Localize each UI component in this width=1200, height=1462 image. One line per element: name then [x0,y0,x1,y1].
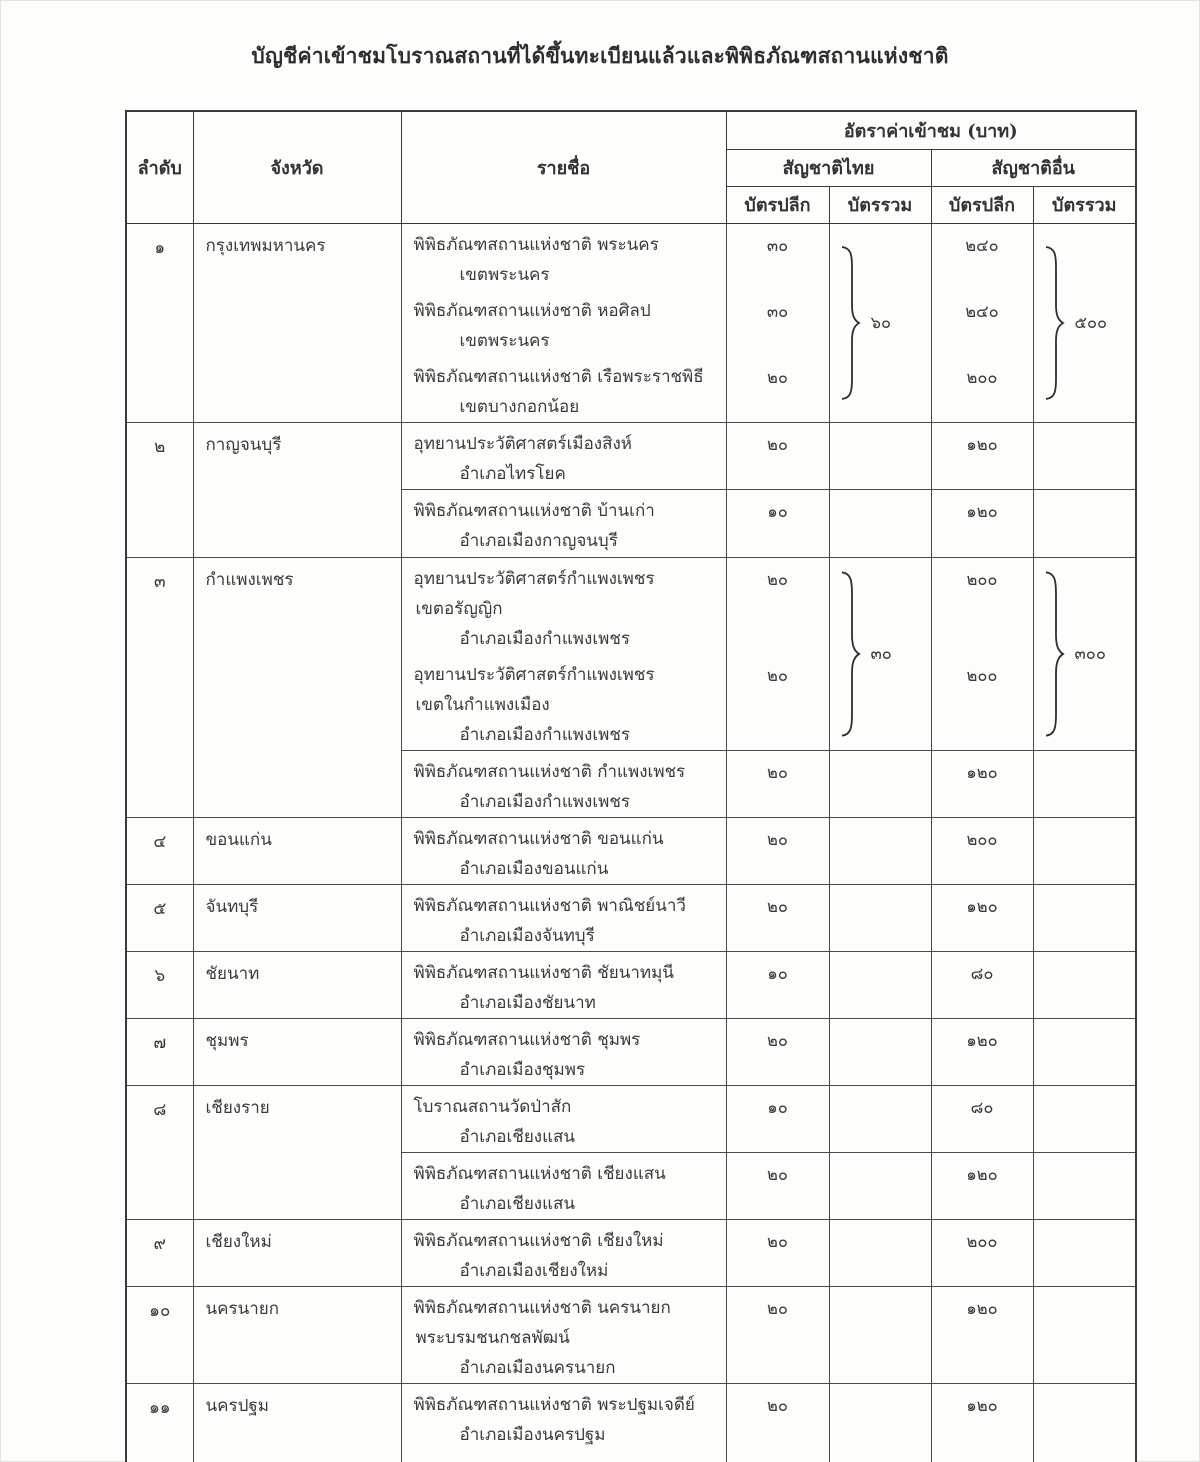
fee-other-combined-empty [1033,817,1136,884]
col-header-other-nationality: สัญชาติอื่น [931,149,1136,186]
col-header-name: รายชื่อ [401,111,726,223]
site-name: พิพิธภัณฑสถานแห่งชาติ พาณิชย์นาวี [413,895,686,916]
province-name: ชัยนาท [193,951,401,1018]
fee-thai-combined-empty [829,489,931,557]
fee-other-combined-value: ๕๐๐ [1074,312,1108,332]
brace-icon [839,568,861,740]
fee-thai-combined-value: ๖๐ [870,312,892,332]
fee-thai-retail: ๒๐ [726,422,829,489]
province-name: นครปฐม [193,1383,401,1462]
fee-other-retail: ๒๐๐ [931,356,1033,423]
site-cell [401,223,726,290]
site-name: พิพิธภัณฑสถานแห่งชาติ ขอนแก่น [413,828,664,849]
fee-other-retail: ๒๐๐ [931,1219,1033,1286]
site-cell [401,1219,726,1286]
fee-thai-combined-value: ๓๐ [870,643,892,663]
fee-thai-retail: ๒๐ [726,1018,829,1085]
site-name: พิพิธภัณฑสถานแห่งชาติ หอศิลป [413,300,651,321]
site-cell [401,356,726,423]
district-line: เขตพระนคร [459,330,550,351]
row-number: ๑๐ [126,1286,193,1383]
fee-thai-retail: ๒๐ [726,1152,829,1219]
district-line: อำเภอเมืองนครปฐม [459,1424,606,1445]
fee-other-retail: ๑๒๐ [931,489,1033,557]
fee-other-combined-empty [1033,1219,1136,1286]
fee-thai-retail: ๓๐ [726,290,829,356]
fee-other-combined-empty [1033,951,1136,1018]
site-name: พิพิธภัณฑสถานแห่งชาติ เชียงแสน [413,1163,666,1184]
fee-thai-retail: ๒๐ [726,654,829,751]
row-number: ๗ [126,1018,193,1085]
fee-other-retail: ๑๒๐ [931,1152,1033,1219]
fee-thai-combined-empty [829,1383,931,1462]
fee-thai-combined-cell [829,557,931,750]
site-cell [401,817,726,884]
district-line: อำเภอเมืองกาญจนบุรี [459,530,618,551]
fee-thai-retail: ๒๐ [726,1219,829,1286]
col-header-province: จังหวัด [193,111,401,223]
site-name: พิพิธภัณฑสถานแห่งชาติ กำแพงเพชร [413,761,686,782]
fee-other-retail: ๑๒๐ [931,422,1033,489]
site-cell [401,951,726,1018]
district-line: อำเภอเมืองจันทบุรี [459,925,595,946]
fee-thai-retail: ๒๐ [726,817,829,884]
fee-other-combined-empty [1033,884,1136,951]
province-name: กำแพงเพชร [193,557,401,817]
site-name: พิพิธภัณฑสถานแห่งชาติ นครนายก [413,1297,671,1318]
col-header-thai-nationality: สัญชาติไทย [726,149,931,186]
fee-thai-combined-empty [829,1018,931,1085]
row-number: ๔ [126,817,193,884]
fee-thai-combined-empty [829,884,931,951]
fee-other-combined-empty [1033,1152,1136,1219]
row-number: ๓ [126,557,193,817]
row-number: ๕ [126,884,193,951]
fee-table [125,110,1137,1462]
col-header-fee-group: อัตราค่าเข้าชม (บาท) [726,111,1136,149]
fee-other-combined-empty [1033,422,1136,489]
row-number: ๘ [126,1085,193,1219]
fee-other-retail: ๑๒๐ [931,1286,1033,1383]
zone-line: เขตในกำแพงเมือง [415,694,550,715]
site-cell [401,1085,726,1152]
province-name: เชียงใหม่ [193,1219,401,1286]
fee-thai-retail: ๒๐ [726,1383,829,1462]
page-title: บัญชีค่าเข้าชมโบราณสถานที่ได้ขึ้นทะเบียนแล้วและพิพิธภัณฑสถานแห่งชาติ [251,43,949,68]
fee-thai-combined-empty [829,1286,931,1383]
fee-other-combined-empty [1033,750,1136,817]
site-cell [401,489,726,557]
zone-line: เขตอรัญญิก [415,598,503,619]
site-cell [401,750,726,817]
district-line: อำเภอเมืองกำแพงเพชร [459,724,630,745]
province-name: นครนายก [193,1286,401,1383]
col-header-other-retail: บัตรปลีก [931,186,1033,223]
row-number: ๖ [126,951,193,1018]
site-cell [401,1152,726,1219]
fee-thai-retail: ๒๐ [726,557,829,654]
site-cell [401,1383,726,1462]
fee-other-combined-value: ๓๐๐ [1074,643,1106,663]
fee-thai-retail: ๑๐ [726,951,829,1018]
site-name-line2: พระบรมชนกชลพัฒน์ [415,1327,570,1348]
fee-thai-retail: ๒๐ [726,884,829,951]
site-cell [401,557,726,654]
fee-thai-retail: ๒๐ [726,356,829,423]
brace-icon [1043,243,1065,403]
fee-thai-combined-empty [829,1085,931,1152]
site-name: พิพิธภัณฑสถานแห่งชาติ เชียงใหม่ [413,1230,664,1251]
fee-other-retail: ๒๔๐ [931,223,1033,290]
district-line: อำเภอเชียงแสน [459,1126,576,1147]
fee-thai-combined-empty [829,1152,931,1219]
fee-other-combined-empty [1033,1286,1136,1383]
site-name: อุทยานประวัติศาสตร์กำแพงเพชร [413,568,655,589]
fee-other-combined-empty [1033,1085,1136,1152]
district-line: อำเภอเมืองกำแพงเพชร [459,628,630,649]
site-name: พิพิธภัณฑสถานแห่งชาติ ชุมพร [413,1029,641,1050]
fee-other-combined-cell [1033,223,1136,422]
fee-other-retail: ๘๐ [931,951,1033,1018]
fee-other-retail: ๘๐ [931,1085,1033,1152]
fee-other-retail: ๒๐๐ [931,817,1033,884]
district-line: เขตบางกอกน้อย [459,396,580,417]
row-number: ๙ [126,1219,193,1286]
row-number: ๑๑ [126,1383,193,1462]
fee-thai-retail: ๒๐ [726,1286,829,1383]
fee-other-combined-cell [1033,557,1136,750]
site-name: พิพิธภัณฑสถานแห่งชาติ พระนคร [413,234,659,255]
province-name: เชียงราย [193,1085,401,1219]
fee-thai-combined-empty [829,422,931,489]
district-line: อำเภอเมืองขอนแก่น [459,858,609,879]
site-cell [401,1018,726,1085]
province-name: จันทบุรี [193,884,401,951]
site-cell [401,654,726,751]
province-name: ชุมพร [193,1018,401,1085]
fee-thai-combined-empty [829,750,931,817]
district-line: อำเภอเมืองนครนายก [459,1357,616,1378]
fee-thai-retail: ๒๐ [726,750,829,817]
brace-icon [839,243,861,403]
col-header-no: ลำดับ [126,111,193,223]
fee-other-retail: ๒๐๐ [931,654,1033,751]
row-number: ๑ [126,223,193,422]
site-name: อุทยานประวัติศาสตร์เมืองสิงห์ [413,433,632,454]
province-name: กาญจนบุรี [193,422,401,557]
fee-other-retail: ๑๒๐ [931,1383,1033,1462]
site-name: พิพิธภัณฑสถานแห่งชาติ บ้านเก่า [413,500,655,521]
fee-other-combined-empty [1033,489,1136,557]
district-line: เขตพระนคร [459,264,550,285]
site-cell [401,884,726,951]
fee-other-retail: ๑๒๐ [931,1018,1033,1085]
site-cell [401,290,726,356]
fee-other-combined-empty [1033,1018,1136,1085]
district-line: อำเภอเชียงแสน [459,1193,576,1214]
site-cell [401,422,726,489]
fee-thai-combined-cell [829,223,931,422]
fee-thai-retail: ๓๐ [726,223,829,290]
district-line: อำเภอเมืองชุมพร [459,1059,586,1080]
district-line: อำเภอเมืองเชียงใหม่ [459,1260,609,1281]
brace-icon [1043,568,1065,740]
district-line: อำเภอเมืองกำแพงเพชร [459,791,630,812]
col-header-other-combined: บัตรรวม [1033,186,1136,223]
site-name: อุทยานประวัติศาสตร์กำแพงเพชร [413,664,655,685]
province-name: กรุงเทพมหานคร [193,223,401,422]
fee-other-retail: ๒๔๐ [931,290,1033,356]
row-number: ๒ [126,422,193,557]
fee-other-retail: ๑๒๐ [931,884,1033,951]
province-name: ขอนแก่น [193,817,401,884]
fee-thai-combined-empty [829,1219,931,1286]
site-name: พิพิธภัณฑสถานแห่งชาติ ชัยนาทมุนี [413,962,674,983]
district-line: อำเภอเมืองชัยนาท [459,992,596,1013]
col-header-thai-retail: บัตรปลีก [726,186,829,223]
fee-other-retail: ๑๒๐ [931,750,1033,817]
site-name: พิพิธภัณฑสถานแห่งชาติ พระปฐมเจดีย์ [413,1394,695,1415]
col-header-thai-combined: บัตรรวม [829,186,931,223]
fee-other-retail: ๒๐๐ [931,557,1033,654]
fee-thai-retail: ๑๐ [726,1085,829,1152]
site-name: โบราณสถานวัดป่าสัก [413,1096,572,1117]
fee-thai-combined-empty [829,817,931,884]
district-line: อำเภอไทรโยค [459,463,566,484]
site-cell [401,1286,726,1383]
fee-other-combined-empty [1033,1383,1136,1462]
fee-thai-retail: ๑๐ [726,489,829,557]
fee-thai-combined-empty [829,951,931,1018]
site-name: พิพิธภัณฑสถานแห่งชาติ เรือพระราชพิธี [413,366,704,387]
